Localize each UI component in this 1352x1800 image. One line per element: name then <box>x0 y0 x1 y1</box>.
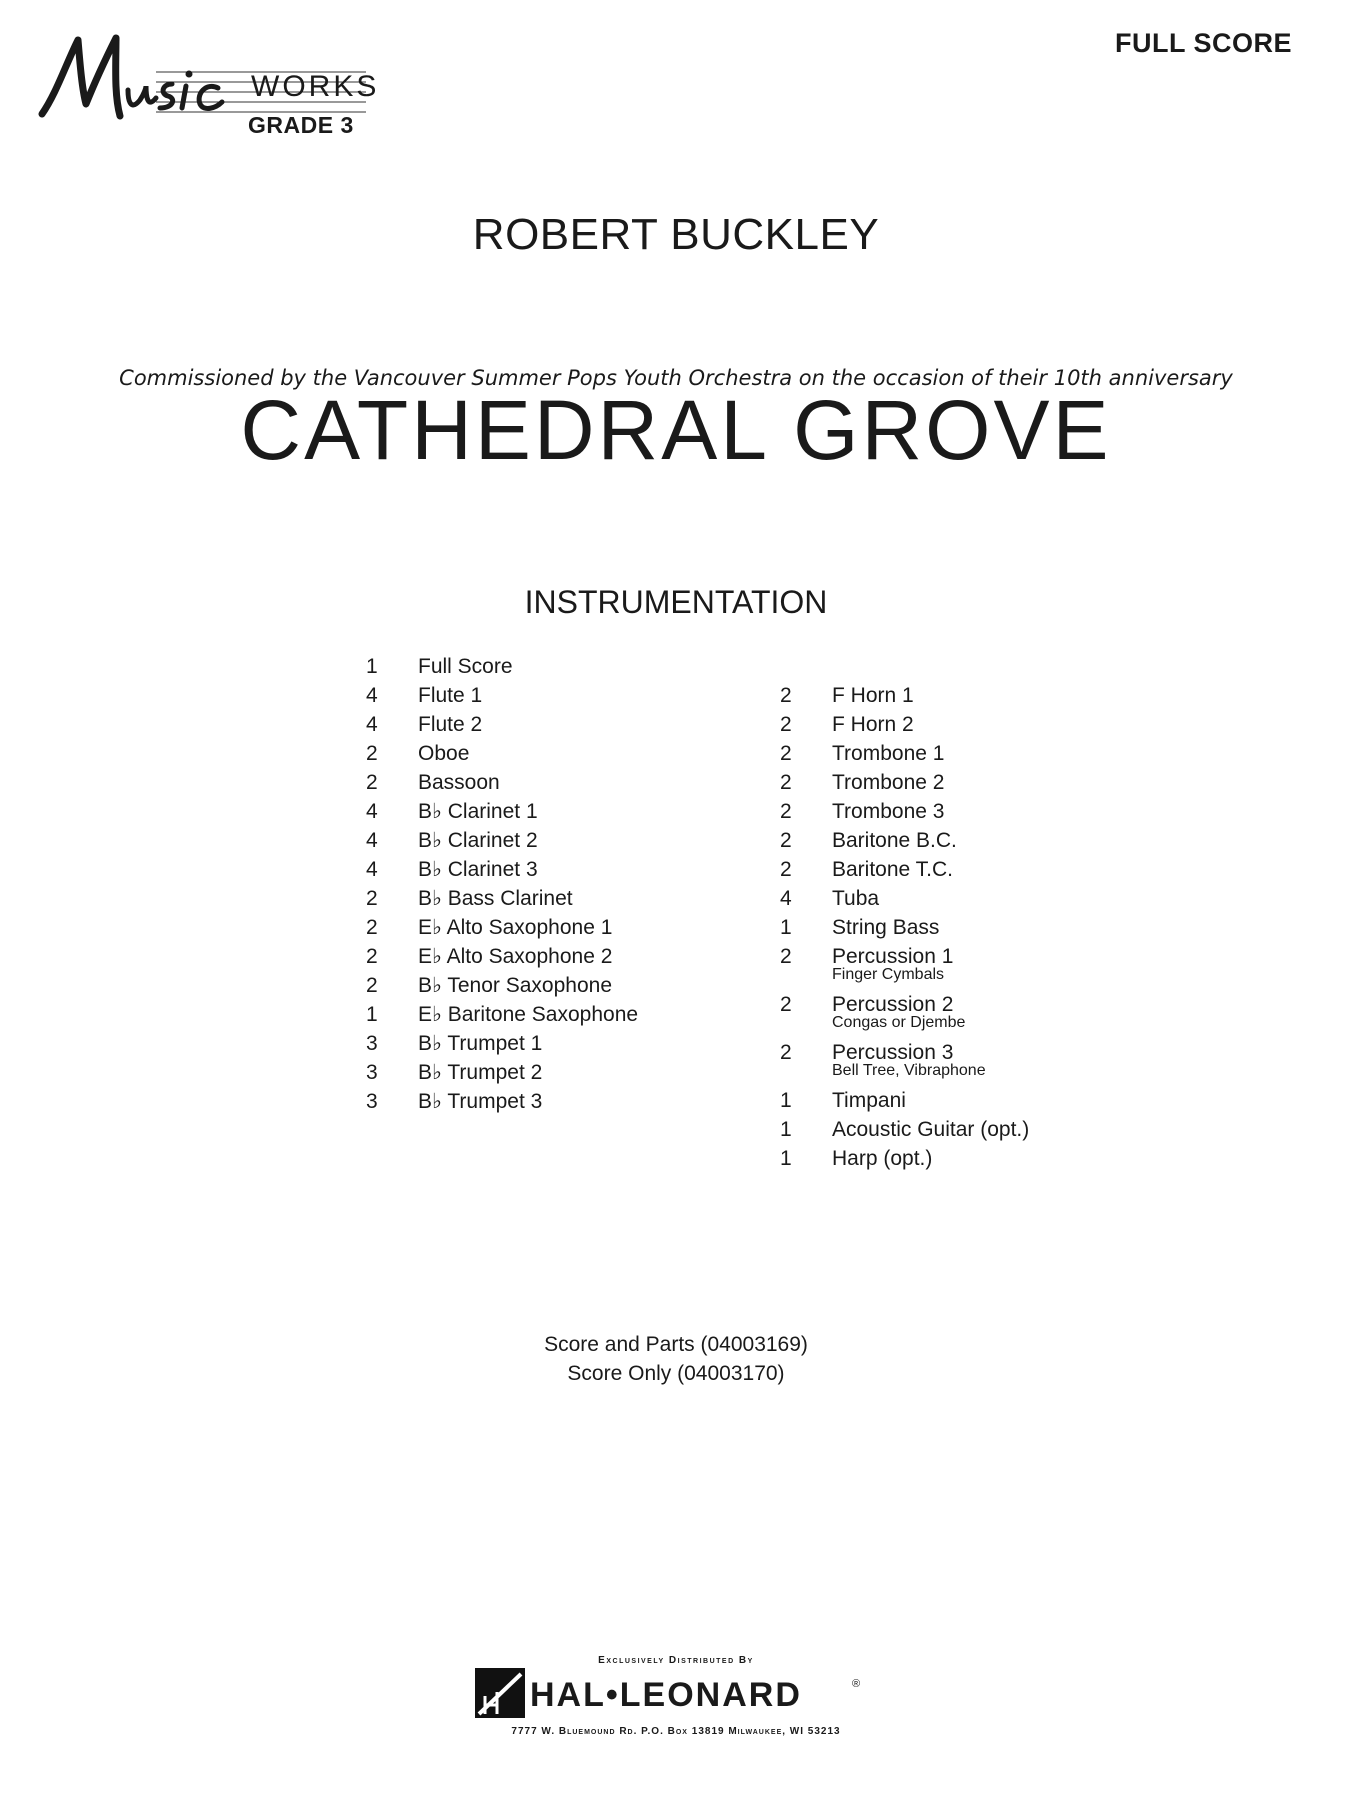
instrument-detail: Congas or Djembe <box>832 1014 966 1031</box>
instrument-quantity: 2 <box>366 742 378 765</box>
instrument-name: E♭ Alto Saxophone 2 <box>418 945 613 968</box>
hal-leonard-logo <box>475 1668 525 1718</box>
instrument-quantity: 4 <box>366 684 378 707</box>
music-works-logo <box>36 34 380 144</box>
hal-leonard-mark-icon <box>475 1668 525 1718</box>
instrument-quantity: 1 <box>780 1118 792 1141</box>
instrument-name: E♭ Baritone Saxophone <box>418 1003 639 1026</box>
publisher-name: HAL•LEONARD <box>530 1676 802 1714</box>
registered-mark: ® <box>852 1678 861 1690</box>
instrument-quantity: 4 <box>366 800 378 823</box>
instrument-quantity: 4 <box>780 887 792 910</box>
instrument-quantity: 1 <box>780 916 792 939</box>
instrument-name: Oboe <box>418 742 470 765</box>
instrument-name: Trombone 3 <box>832 800 945 823</box>
instrument-quantity: 2 <box>366 887 378 910</box>
instrument-quantity: 2 <box>366 974 378 997</box>
instrument-name: Timpani <box>832 1089 906 1112</box>
instrument-quantity: 4 <box>366 858 378 881</box>
instrument-quantity: 2 <box>366 945 378 968</box>
instrument-name: Tuba <box>832 887 880 910</box>
publisher-address: 7777 W. Bluemound Rd. P.O. Box 13819 Milwaukee, WI 53213 <box>511 1726 841 1737</box>
instrument-name: Percussion 3 <box>832 1041 954 1064</box>
instrument-quantity: 2 <box>780 684 792 707</box>
commission-note: Commissioned by the Vancouver Summer Pops Youth Orchestra on the occasion of their 10th anniversary <box>119 366 1233 390</box>
instrument-name: B♭ Trumpet 3 <box>418 1090 543 1113</box>
score-only-number: Score Only (04003170) <box>567 1362 785 1385</box>
instrument-name: Percussion 2 <box>832 993 954 1016</box>
instrument-name: F Horn 2 <box>832 713 914 736</box>
instrument-quantity: 2 <box>780 800 792 823</box>
full-score-label: FULL SCORE <box>1114 28 1292 58</box>
instrument-name: B♭ Tenor Saxophone <box>418 974 612 997</box>
instrument-detail: Finger Cymbals <box>832 966 945 983</box>
instrument-quantity: 2 <box>366 771 378 794</box>
instrument-quantity: 2 <box>780 829 792 852</box>
instrument-quantity: 2 <box>780 1041 792 1064</box>
instrument-name: B♭ Bass Clarinet <box>418 887 573 910</box>
instrument-name: String Bass <box>832 916 940 939</box>
instrument-name: B♭ Clarinet 3 <box>418 858 538 881</box>
instrument-name: E♭ Alto Saxophone 1 <box>418 916 613 939</box>
instrument-quantity: 1 <box>780 1147 792 1170</box>
instrument-name: Baritone T.C. <box>832 858 954 881</box>
logo-works-text: WORKS <box>251 70 380 103</box>
instrument-name: B♭ Trumpet 1 <box>418 1032 543 1055</box>
distributor-caption: Exclusively Distributed By <box>598 1655 754 1666</box>
instrument-name: F Horn 1 <box>832 684 914 707</box>
score-and-parts-number: Score and Parts (04003169) <box>544 1333 808 1356</box>
instrument-quantity: 3 <box>366 1061 378 1084</box>
instrument-name: B♭ Clarinet 2 <box>418 829 538 852</box>
instrument-name: Acoustic Guitar (opt.) <box>832 1118 1030 1141</box>
instrument-detail: Bell Tree, Vibraphone <box>832 1062 986 1079</box>
instrument-name: B♭ Trumpet 2 <box>418 1061 543 1084</box>
instrumentation-heading: INSTRUMENTATION <box>524 584 828 620</box>
instrument-quantity: 1 <box>366 655 378 678</box>
grade-label: GRADE 3 <box>248 112 354 138</box>
instrument-quantity: 4 <box>366 829 378 852</box>
instrument-quantity: 2 <box>366 916 378 939</box>
instrument-name: Bassoon <box>418 771 500 794</box>
instrument-quantity: 2 <box>780 858 792 881</box>
instrument-quantity: 2 <box>780 742 792 765</box>
instrument-quantity: 2 <box>780 771 792 794</box>
instrument-quantity: 4 <box>366 713 378 736</box>
instrument-name: Harp (opt.) <box>832 1147 933 1170</box>
instrument-quantity: 3 <box>366 1090 378 1113</box>
page-title: CATHEDRAL GROVE <box>240 383 1112 477</box>
instrument-name: Percussion 1 <box>832 945 954 968</box>
instrument-name: Trombone 1 <box>832 742 945 765</box>
instrument-name: Flute 2 <box>418 713 483 736</box>
instrument-quantity: 2 <box>780 713 792 736</box>
instrument-name: Trombone 2 <box>832 771 945 794</box>
instrument-name: Flute 1 <box>418 684 483 707</box>
instrument-name: Full Score <box>418 655 513 678</box>
instrument-name: Baritone B.C. <box>832 829 957 852</box>
instrument-name: B♭ Clarinet 1 <box>418 800 538 823</box>
instrument-quantity: 2 <box>780 945 792 968</box>
composer-name: ROBERT BUCKLEY <box>472 210 880 259</box>
instrument-quantity: 1 <box>366 1003 378 1026</box>
instrument-quantity: 3 <box>366 1032 378 1055</box>
instrument-quantity: 2 <box>780 993 792 1016</box>
instrument-quantity: 1 <box>780 1089 792 1112</box>
